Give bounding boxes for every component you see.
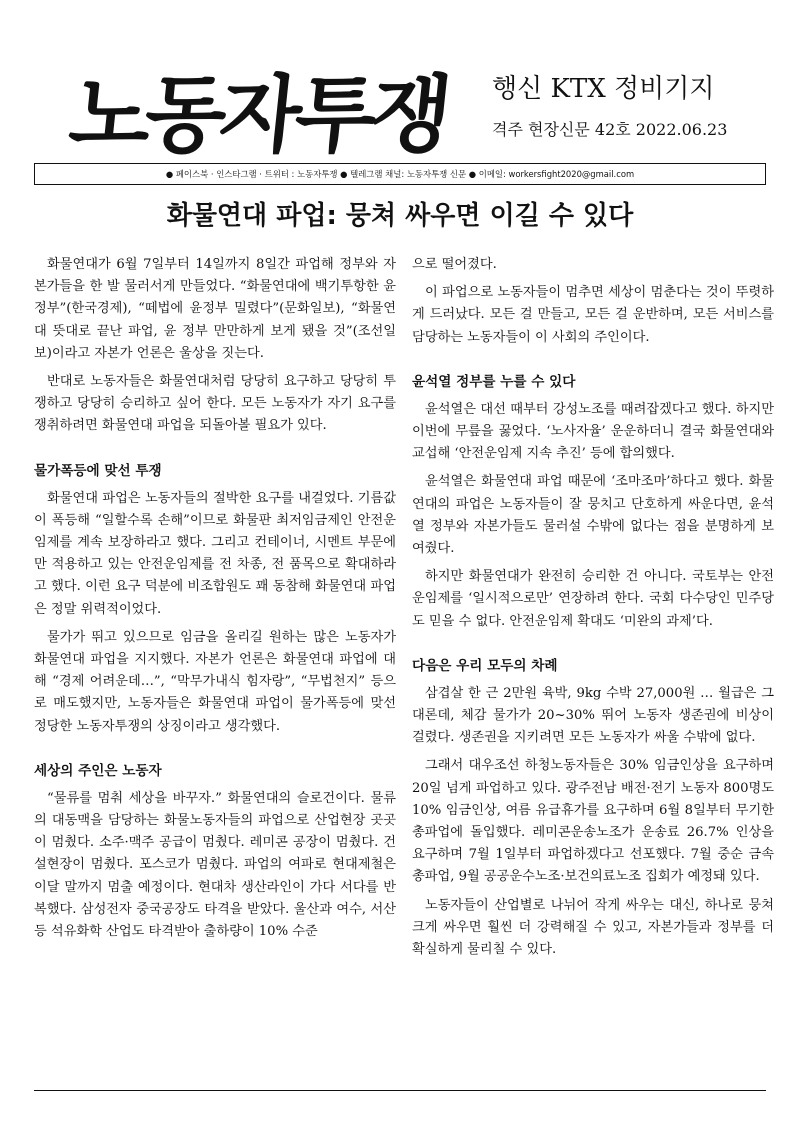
body-paragraph: 윤석열은 대선 때부터 강성노조를 때려잡겠다고 했다. 하지만 이번에 무릎을 꿇었다. ‘노사자율’ 운운하더니 결국 화물연대와 교섭해 ‘안전운임제 지속 추진’ 등에 합의했다. bbox=[412, 401, 774, 462]
continuation-paragraph: 으로 떨어졌다. bbox=[412, 257, 497, 272]
body-paragraph: 하지만 화물연대가 완전히 승리한 건 아니다. 국토부는 안전운임제를 ‘일시적으로만’ 연장하려 한다. 국회 다수당인 민주당도 믿을 수 없다. 안전운임제 확대도 ‘미완의 과제’다. bbox=[412, 569, 774, 629]
body-paragraph: 노동자들이 산업별로 나뉘어 작게 싸우는 대신, 하나로 뭉쳐 크게 싸우면 훨씬 더 강력해질 수 있고, 자본가들과 정부를 더 확실하게 물리칠 수 있다. bbox=[412, 897, 774, 958]
issue-title: 행신 KTX 정비기지 bbox=[492, 74, 715, 104]
contact-bar: ● 페이스북 · 인스타그램 · 트위터 : 노동자투쟁 ● 텔레그램 채널: 노동자투쟁 신문 ● 이메일: workersfight2020@gmail.com bbox=[34, 163, 766, 185]
body-paragraph: 화물연대 파업은 노동자들의 절박한 요구를 내걸었다. 기름값이 폭등해 “일할수록 손해”이므로 화물판 최저임금제인 안전운임제를 계속 보장하라고 했다. 그리고 컨테이너, 시멘트 부문에만 적용하고 있는 안전운임제를 전 차종, 전 품목으로 확대하라고 했다. 이런 요구 덕분에 비조합원도 꽤 동참해 화물연대 파업은 정말 위력적이었다. bbox=[34, 490, 396, 617]
body-paragraph: 그래서 대우조선 하청노동자들은 30% 임금인상을 요구하며 20일 넘게 파업하고 있다. 광주전남 배전·전기 노동자 800명도 10% 임금인상, 여름 유급휴가를 요구하며 6월 8일부터 무기한 총파업에 돌입했다. 레미콘운송노조가 운송료 26.7% 인상을 요구하며 7월 1일부터 파업하겠다고 선포했다. 7월 중순 금속 총파업, 9월 공공운수노조·보건의료노조 집회가 예정돼 있다. bbox=[412, 758, 774, 885]
bottom-divider bbox=[34, 1090, 766, 1091]
section-heading: 물가폭등에 맞선 투쟁 bbox=[34, 462, 162, 479]
body-paragraph: 삼겹살 한 근 2만원 육박, 9kg 수박 27,000원 … 월급은 그대론데, 체감 물가가 20~30% 뛰어 노동자 생존권에 비상이 걸렸다. 생존권을 지키려면 모든 노동자가 싸울 수밖에 없다. bbox=[412, 685, 774, 746]
section-heading: 윤석열 정부를 누를 수 있다 bbox=[412, 373, 576, 390]
section-heading: 세상의 주인은 노동자 bbox=[34, 762, 162, 779]
body-paragraph: 물가가 뛰고 있으므로 임금을 올리길 원하는 많은 노동자가 화물연대 파업을 지지했다. 자본가 언론은 화물연대 파업에 대해 “경제 어려운데…”, “막무가내식 힘자랑”, “무법천지” 등으로 매도했지만, 노동자들은 화물연대 파업이 물가폭등에 맞선 정당한 노동자투쟁의 상징이라고 생각했다. bbox=[34, 629, 396, 734]
headline: 화물연대 파업: 뭉쳐 싸우면 이길 수 있다 bbox=[166, 201, 634, 231]
section-heading: 다음은 우리 모두의 차례 bbox=[412, 657, 558, 674]
right-column bbox=[412, 254, 774, 967]
left-column bbox=[34, 254, 396, 949]
body-paragraph: 윤석열은 화물연대 파업 때문에 ‘조마조마’하다고 했다. 화물연대의 파업은 노동자들이 잘 뭉치고 단호하게 싸운다면, 윤석열 정부와 자본가들도 물러설 수밖에 없다는 점을 분명하게 보여줬다. bbox=[412, 474, 774, 557]
body-paragraph: “물류를 멈춰 세상을 바꾸자.” 화물연대의 슬로건이다. 물류의 대동맥을 담당하는 화물노동자들의 파업으로 산업현장 곳곳이 멈췄다. 소주·맥주 공급이 멈췄다. 레미콘 공장이 멈췄다. 건설현장이 멈췄다. 포스코가 멈췄다. 파업의 여파로 현대제철은 이달 말까지 멈출 예정이다. 현대차 생산라인이 가다 서다를 반복했다. 삼성전자 중국공장도 타격을 받았다. 울산과 여수, 서산 등 석유화학 산업도 타격받아 출하량이 10% 수준 bbox=[34, 790, 396, 940]
intro-paragraph: 화물연대가 6월 7일부터 14일까지 8일간 파업해 정부와 자본가들을 한 발 물러서게 만들었다. “화물연대에 백기투항한 윤 정부”(한국경제), “떼법에 윤정부 밀렸다”(문화일보), “화물연대 뜻대로 끝난 파업, 윤 정부 만만하게 보게 됐을 것”(조선일보)이라고 자본가 언론은 울상을 짓는다. bbox=[34, 257, 396, 361]
intro-paragraph: 반대로 노동자들은 화물연대처럼 당당히 요구하고 당당히 투쟁하고 당당히 승리하고 싶어 한다. 모든 노동자가 자기 요구를 쟁취하려면 화물연대 파업을 되돌아볼 필요가 있다. bbox=[34, 374, 396, 434]
body-paragraph: 이 파업으로 노동자들이 멈추면 세상이 멈춘다는 것이 뚜렷하게 드러났다. 모든 걸 만들고, 모든 걸 운반하며, 모든 서비스를 담당하는 노동자들이 이 사회의 주인이다. bbox=[412, 285, 774, 345]
masthead-title: 노동자투쟁 bbox=[64, 66, 451, 164]
issue-subtitle: 격주 현장신문 42호 2022.06.23 bbox=[492, 120, 728, 139]
